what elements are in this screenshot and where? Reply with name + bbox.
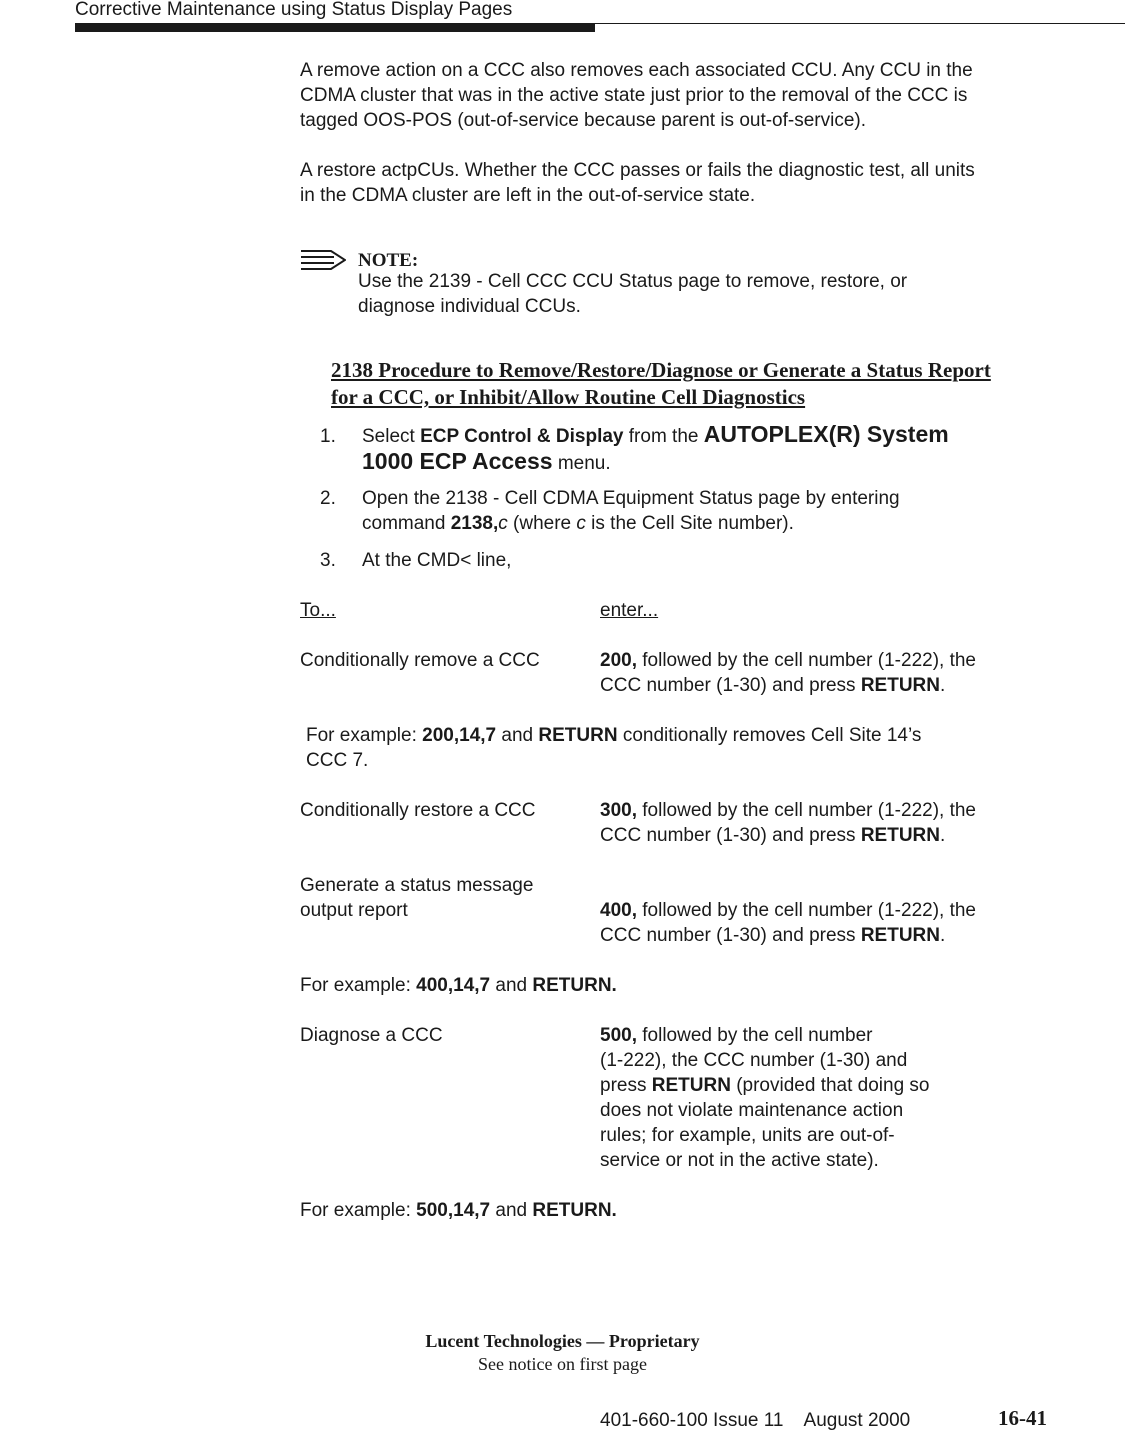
text-line: A remove action on a CCC also removes each associated CCU. Any CCU in the (300, 60, 973, 81)
text-line: CDMA cluster that was in the active state just prior to the removal of the CCC is (300, 85, 968, 106)
column-header-enter: enter... (600, 600, 659, 621)
text-line: Open the 2138 - Cell CDMA Equipment Status page by entering (362, 488, 900, 509)
page-header-title: Corrective Maintenance using Status Display Pages (75, 0, 513, 20)
example-remove: For example: 200,14,7 and RETURN conditionally removes Cell Site 14’s CCC 7. (306, 725, 922, 771)
paragraph-restore-action (300, 158, 1060, 208)
footer-document-info: 401-660-100 Issue 11 August 2000 (600, 1410, 911, 1431)
paragraph-remove-action (300, 58, 1060, 133)
column-header-to: To... (300, 600, 336, 621)
text-line: tagged OOS-POS (out-of-service because parent is out-of-service). (300, 110, 867, 131)
action-diagnose: Diagnose a CCC (300, 1025, 443, 1046)
note-text (358, 269, 1058, 319)
footer-company: Lucent Technologies — Proprietary (425, 1331, 700, 1351)
step-1-text: Select ECP Control & Display from the AUTOPLEX(R) System 1000 ECP Access menu. (362, 421, 949, 474)
action-restore: Conditionally restore a CCC (300, 800, 536, 821)
text-line: A restore actpCUs. Whether the CCC passes or fails the diagnostic test, all units (300, 160, 975, 181)
note-label: NOTE: (358, 250, 419, 271)
example-diagnose: For example: 500,14,7 and RETURN. (300, 1200, 617, 1221)
text-line: diagnose individual CCUs. (358, 296, 581, 317)
command-restore: 300, followed by the cell number (1-222), the CCC number (1-30) and press RETURN. (600, 800, 976, 846)
system-name: AUTOPLEX(R) System (703, 421, 949, 447)
step-2-text: Open the 2138 - Cell CDMA Equipment Status page by entering command 2138,c (where c is the Cell Site number). (362, 486, 1042, 536)
text-line: Use the 2139 - Cell CCC CCU Status page to remove, restore, or (358, 271, 908, 292)
heading-line: for a CCC, or Inhibit/Allow Routine Cell Diagnostics (331, 385, 806, 409)
page-number: 16-41 (998, 1406, 1047, 1430)
step-number: 3. (320, 550, 336, 571)
example-status-report: For example: 400,14,7 and RETURN. (300, 975, 617, 996)
procedure-heading (331, 357, 1061, 411)
action-status-report: Generate a status message output report (300, 875, 534, 921)
heading-line: 2138 Procedure to Remove/Restore/Diagnose or Generate a Status Report (331, 358, 991, 382)
step-number: 1. (320, 426, 336, 447)
step-number: 2. (320, 488, 336, 509)
footer-notice: See notice on first page (478, 1354, 647, 1374)
header-rule-bar (75, 23, 595, 32)
command-status-report: 400, followed by the cell number (1-222), the CCC number (1-30) and press RETURN. (600, 900, 976, 946)
step-3-text: At the CMD< line, (362, 550, 512, 571)
action-remove: Conditionally remove a CCC (300, 650, 540, 671)
note-icon (300, 250, 346, 270)
text-line: in the CDMA cluster are left in the out-of-service state. (300, 185, 756, 206)
menu-name: ECP Control & Display (420, 426, 624, 447)
command-diagnose: 500, followed by the cell number (1-222), the CCC number (1-30) and press RETURN (provided that doing so does not violate maintenance action rules; for example, units are out-of- service or not in the active state). (600, 1025, 930, 1171)
command-remove: 200, followed by the cell number (1-222), the CCC number (1-30) and press RETURN. (600, 650, 976, 696)
